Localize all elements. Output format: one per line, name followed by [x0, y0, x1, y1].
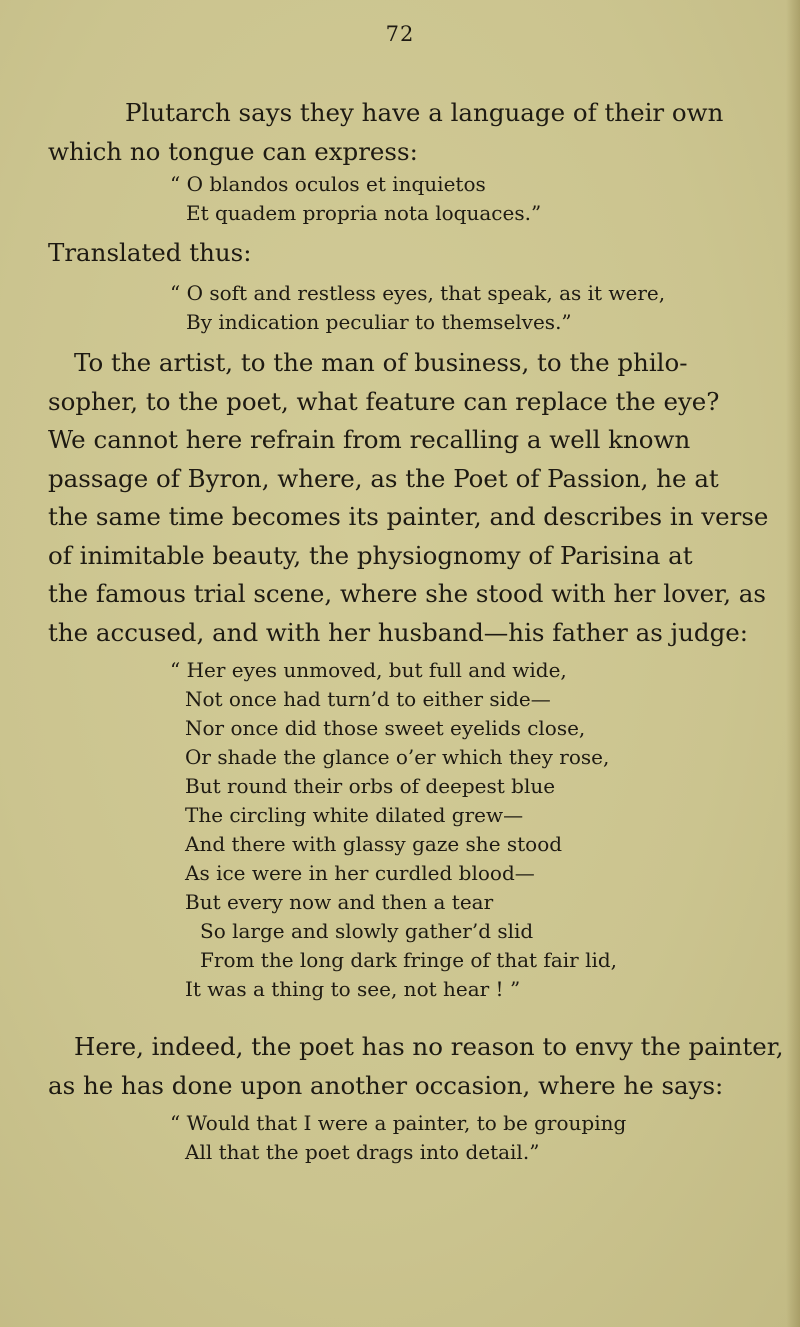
text-line: the accused, and with her husband—his father as judge: [48, 617, 749, 647]
latin-quotation [170, 170, 541, 228]
text-line: the same time becomes its painter, and describes in verse [48, 502, 769, 531]
paragraph-translated [48, 234, 252, 273]
verse-line: But every now and then a tear [185, 890, 494, 914]
byron-quotation [170, 656, 617, 1004]
text-line: which no tongue can express: [48, 136, 418, 166]
verse-line: Et quadem propria nota loquaces.” [186, 201, 542, 225]
page-number: 72 [385, 22, 415, 46]
verse-line: From the long dark fringe of that fair lid, [200, 948, 618, 972]
verse-line: Not once had turn’d to either side— [185, 687, 551, 711]
text-line: passage of Byron, where, as the Poet of Passion, he at [48, 463, 719, 493]
text-line: Translated thus: [48, 238, 252, 267]
text-line: of inimitable beauty, the physiognomy of Parisina at [48, 540, 693, 570]
text-line: To the artist, to the man of business, to the philo- [74, 348, 688, 377]
text-line: We cannot here refrain from recalling a well known [48, 425, 691, 454]
verse-line: So large and slowly gather’d slid [200, 919, 534, 943]
verse-line: All that the poet drags into detail.” [185, 1140, 540, 1164]
verse-line: “ O soft and restless eyes, that speak, as it were, [170, 281, 666, 305]
paragraph-here-indeed [48, 1028, 784, 1105]
text-line: as he has done upon another occasion, where he says: [48, 1070, 724, 1100]
verse-line: “ Her eyes unmoved, but full and wide, [170, 658, 567, 682]
paragraph-plutarch [48, 94, 723, 171]
verse-line: Nor once did those sweet eyelids close, [185, 716, 586, 740]
verse-line: By indication peculiar to themselves.” [186, 310, 572, 334]
verse-line: “ Would that I were a painter, to be grouping [170, 1111, 627, 1135]
verse-line: And there with glassy gaze she stood [185, 832, 563, 856]
text-line: Here, indeed, the poet has no reason to envy the painter, [74, 1032, 784, 1061]
text-line: sopher, to the poet, what feature can replace the eye? [48, 386, 720, 416]
painter-quotation [170, 1109, 626, 1167]
verse-line: As ice were in her curdled blood— [185, 861, 535, 885]
text-line: the famous trial scene, where she stood with her lover, as [48, 579, 766, 608]
verse-line: The circling white dilated grew— [185, 803, 524, 827]
verse-line: It was a thing to see, not hear ! ” [185, 977, 521, 1001]
translation-quotation [170, 279, 665, 337]
verse-line: “ O blandos oculos et inquietos [170, 172, 486, 196]
verse-line: But round their orbs of deepest blue [185, 774, 556, 798]
verse-line: Or shade the glance o’er which they rose, [185, 745, 610, 769]
text-line: Plutarch says they have a language of their own [125, 98, 724, 127]
page-edge-shadow [786, 0, 800, 1327]
paragraph-artist [48, 344, 768, 652]
